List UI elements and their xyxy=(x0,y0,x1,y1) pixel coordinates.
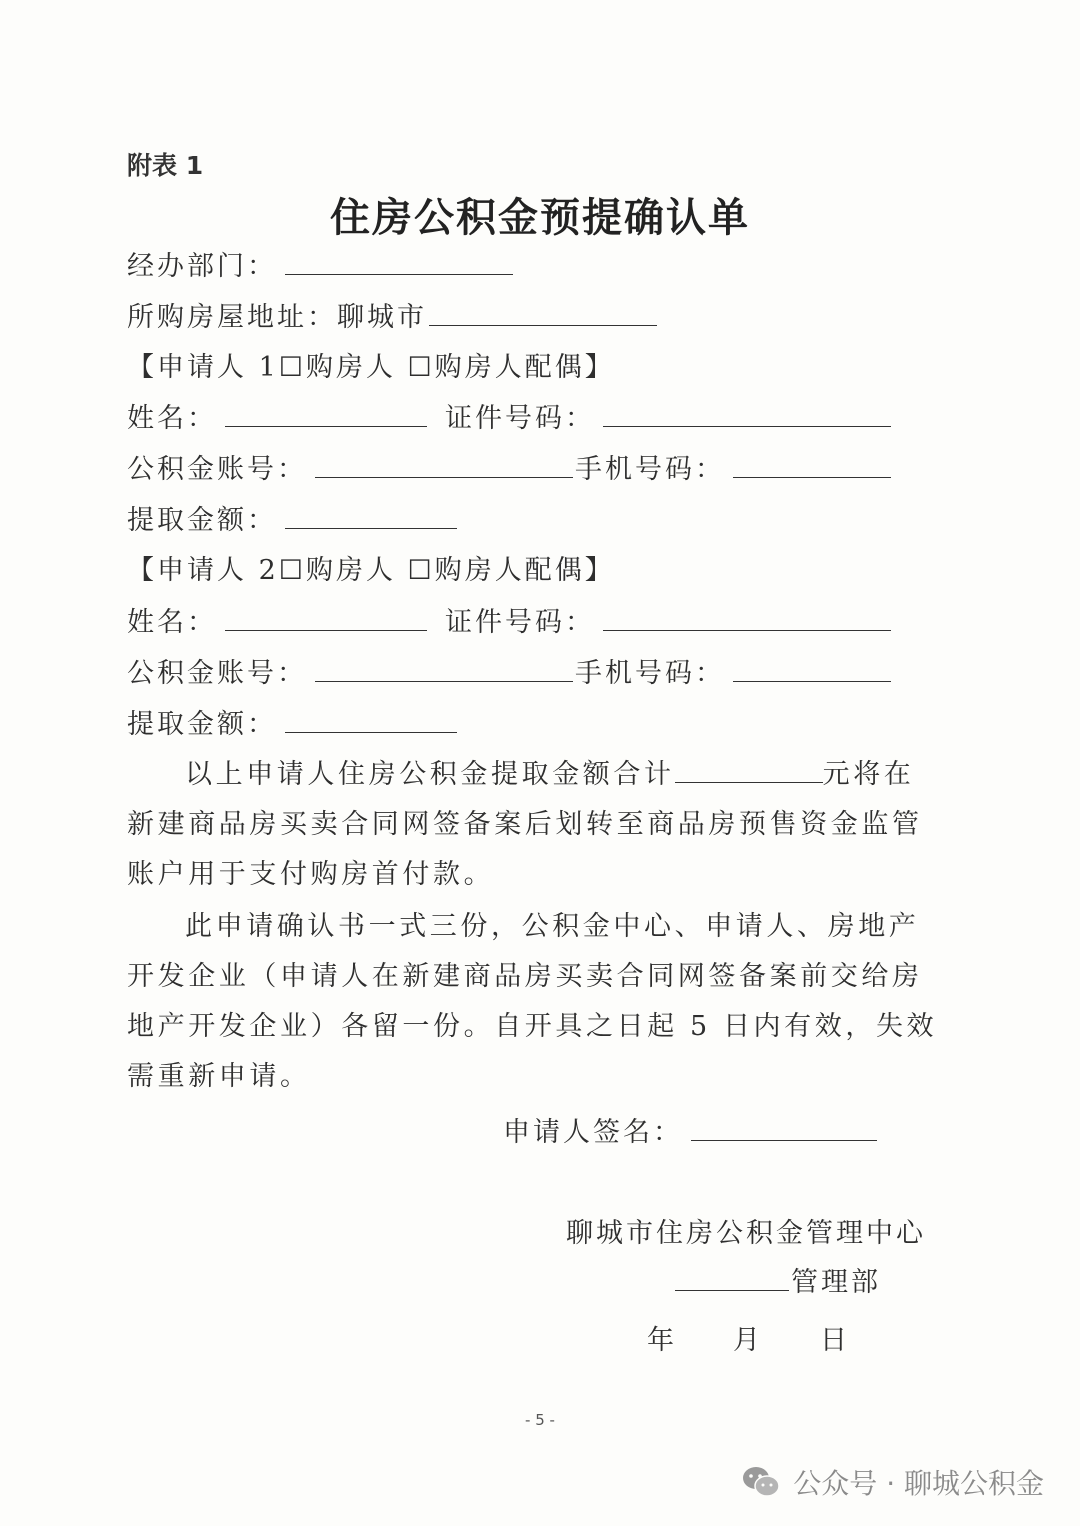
applicant1-id-label: 证件号码： xyxy=(445,403,595,434)
paragraph-2-text: 此申请确认书一式三份，公积金中心、申请人、房地产开发企业（申请人在新建商品房买卖合同网签备案前交给房地产开发企业）各留一份。自开具之日起 5 日内有效，失效需重新申请。 xyxy=(127,911,938,1092)
applicant1-phone-label: 手机号码： xyxy=(575,454,725,485)
address-label: 所购房屋地址：聊城市 xyxy=(127,302,427,333)
signature-blank[interactable] xyxy=(691,1114,877,1141)
applicant1-account-blank[interactable] xyxy=(315,451,573,478)
date-year: 年 xyxy=(647,1325,677,1356)
applicant2-amount-blank[interactable] xyxy=(285,706,457,733)
applicant2-id-blank[interactable] xyxy=(603,604,891,631)
dept-suffix-label: 管理部 xyxy=(791,1267,881,1298)
applicant1-phone-row xyxy=(575,451,891,487)
dept-suffix-row xyxy=(675,1260,881,1299)
watermark-text: 公众号 · 聊城公积金 xyxy=(793,1467,1044,1500)
date-month: 月 xyxy=(733,1325,763,1356)
page-number: - 5 - xyxy=(525,1411,555,1429)
applicant1-amount-row xyxy=(127,502,457,538)
applicant1-id-row xyxy=(445,400,891,436)
dept-suffix-blank[interactable] xyxy=(675,1264,789,1291)
signature-label: 申请人签名： xyxy=(503,1117,683,1148)
applicant2-header: 【申请人 2☐购房人 ☐购房人配偶】 xyxy=(127,555,615,586)
applicant2-amount-label: 提取金额： xyxy=(127,709,277,740)
dept-label: 经办部门： xyxy=(127,251,277,282)
annex-label: 附表 1 xyxy=(127,151,204,180)
applicant1-account-row xyxy=(127,451,573,487)
date-day: 日 xyxy=(820,1325,850,1356)
paragraph-1 xyxy=(127,750,943,900)
applicant2-name-label: 姓名： xyxy=(127,607,217,638)
applicant1-account-label: 公积金账号： xyxy=(127,454,307,485)
paragraph-1-part1: 以上申请人住房公积金提取金额合计 xyxy=(185,759,675,790)
applicant2-account-row xyxy=(127,655,573,691)
signature-row xyxy=(503,1110,877,1149)
applicant1-id-blank[interactable] xyxy=(603,400,891,427)
applicant2-account-blank[interactable] xyxy=(315,655,573,682)
applicant1-header: 【申请人 1☐购房人 ☐购房人配偶】 xyxy=(127,352,615,383)
dept-row xyxy=(127,248,513,284)
applicant2-name-blank[interactable] xyxy=(225,604,427,631)
applicant1-phone-blank[interactable] xyxy=(733,451,891,478)
applicant1-name-label: 姓名： xyxy=(127,403,217,434)
applicant2-phone-label: 手机号码： xyxy=(575,658,725,689)
paragraph-1-part2: 元将在新建商品房买卖合同网签备案后划转至商品房预售资金监管账户用于支付购房首付款。 xyxy=(127,759,923,890)
wechat-icon xyxy=(741,1465,781,1499)
form-title: 住房公积金预提确认单 xyxy=(330,194,750,241)
applicant2-phone-row xyxy=(575,655,891,691)
applicant2-id-label: 证件号码： xyxy=(445,607,595,638)
applicant1-amount-blank[interactable] xyxy=(285,502,457,529)
applicant2-account-label: 公积金账号： xyxy=(127,658,307,689)
address-blank[interactable] xyxy=(429,299,657,326)
applicant2-amount-row xyxy=(127,706,457,742)
org-name: 聊城市住房公积金管理中心 xyxy=(566,1218,926,1249)
address-row xyxy=(127,299,657,335)
applicant1-name-blank[interactable] xyxy=(225,400,427,427)
applicant1-amount-label: 提取金额： xyxy=(127,505,277,536)
watermark xyxy=(741,1462,1044,1502)
applicant1-name-row xyxy=(127,400,427,436)
total-amount-blank[interactable] xyxy=(675,756,823,783)
applicant2-phone-blank[interactable] xyxy=(733,655,891,682)
applicant2-id-row xyxy=(445,604,891,640)
paragraph-2 xyxy=(127,902,943,1102)
applicant2-name-row xyxy=(127,604,427,640)
dept-blank[interactable] xyxy=(285,248,513,275)
